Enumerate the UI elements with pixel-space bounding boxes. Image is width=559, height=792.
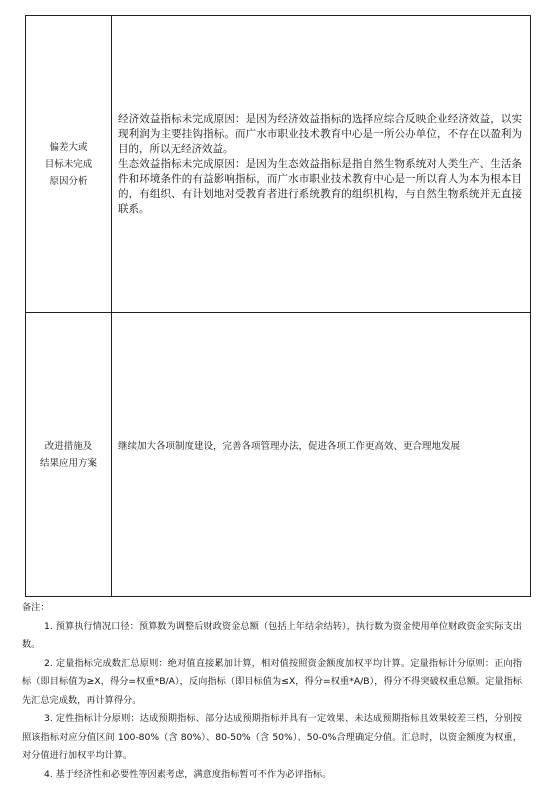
note-item: 3. 定性指标计分原则：达成预期指标、部分达成预期指标并具有一定效果、未达成预期指标且效果较差三档，分别按照该指标对应分值区间 100-80%（含 80%）、80-50%（含 50%）、50-0%合理确定分值。汇总时，以资金额度为权重，对分值进行加权平均计算。 — [22, 713, 522, 761]
improvement-text: 继续加大各项制度建设，完善各项管理办法，促进各项工作更高效、更合理地发展 — [118, 441, 461, 452]
ecological-reason-text: 生态效益指标未完成原因：是因为生态效益指标是指自然生物系统对人类生产、生活条件和环境条件的有益影响指标，而广水市职业技术教育中心是一所以育人为本为根本目的，有组织、有计划地对受教育者进行系统教育的组织机构，与自然生物系统并无直接联系。 — [118, 157, 522, 215]
notes-section — [22, 599, 522, 784]
improvement-label — [26, 313, 112, 597]
label-line: 目标未完成 — [44, 158, 93, 170]
label-line: 偏差大或 — [49, 141, 88, 153]
label-line: 原因分析 — [49, 175, 88, 187]
economic-reason-text: 经济效益指标未完成原因：是因为经济效益指标的选择应综合反映企业经济效益，以实现利润为主要挂钩指标。而广水市职业技术教育中心是一所公办单位，不存在以盈利为目的，所以无经济效益。 — [118, 112, 522, 155]
label-line: 结果应用方案 — [39, 458, 97, 469]
deviation-analysis-row — [26, 16, 530, 313]
note-item: 2. 定量指标完成数汇总原则：绝对值直接累加计算，相对值按照资金额度加权平均计算。定量指标计分原则：正向指标（即目标值为≥X，得分=权重*B/A），反向指标（即目标值为≤X，得分=权重*A/B），得分不得突破权重总额。定量指标先汇总完成数，再计算得分。 — [22, 657, 522, 706]
improvement-content — [118, 313, 522, 597]
note-item: 4. 基于经济性和必要性等因素考虑，满意度指标暂可不作为必评指标。 — [44, 768, 332, 780]
note-item: 1. 预算执行情况口径：预算数为调整后财政资金总额（包括上年结余结转），执行数为资金使用单位财政资金实际支出数。 — [22, 620, 522, 650]
deviation-analysis-label — [26, 16, 112, 312]
notes-title: 备注： — [22, 602, 50, 613]
performance-table — [25, 15, 531, 597]
improvement-row — [26, 313, 530, 597]
deviation-analysis-content — [118, 16, 522, 312]
label-line: 改进措施及 — [44, 441, 93, 452]
